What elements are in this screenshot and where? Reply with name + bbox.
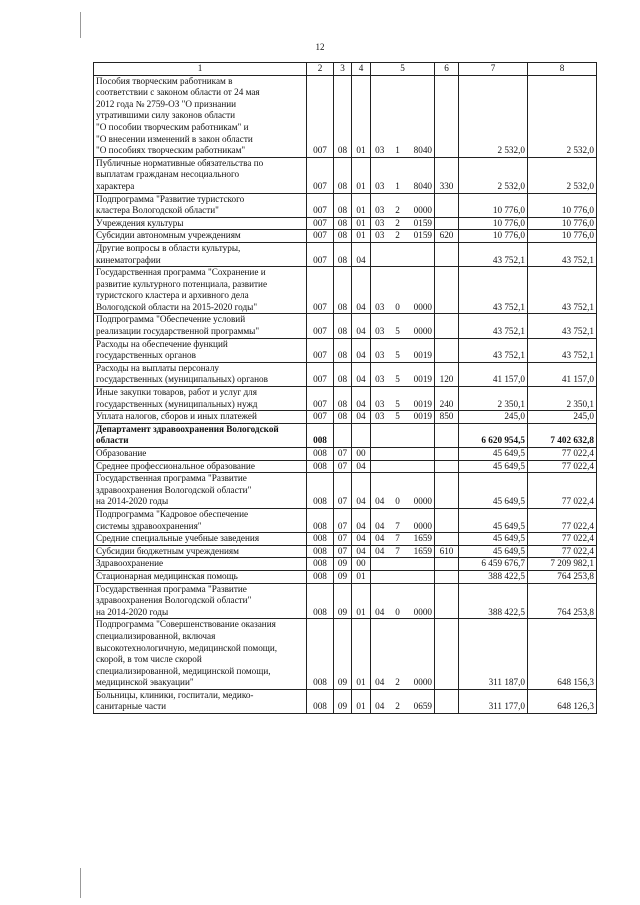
target-article-program-cell: 03 [371, 230, 389, 243]
target-article-direction-cell: 0000 [407, 508, 435, 532]
section-code-cell: 09 [334, 619, 352, 690]
target-article-direction-cell: 0659 [407, 689, 435, 713]
amount-col7-cell: 6 620 954,5 [459, 423, 528, 447]
target-article-direction-cell: 0159 [407, 230, 435, 243]
section-code-cell: 08 [334, 157, 352, 193]
amount-col8-cell: 764 253,8 [528, 583, 597, 619]
ministry-code-cell: 008 [307, 533, 334, 546]
target-article-program-cell: 03 [371, 387, 389, 411]
target-article-direction-cell: 8040 [407, 75, 435, 157]
target-article-subprogram-cell: 5 [389, 362, 407, 386]
ministry-code-cell: 007 [307, 387, 334, 411]
target-article-direction-cell: 0159 [407, 217, 435, 230]
section-code-cell: 08 [334, 217, 352, 230]
amount-col8-cell: 764 253,8 [528, 570, 597, 583]
expense-type-cell [435, 338, 459, 362]
item-name-cell: Образование [94, 448, 307, 461]
table-row [94, 545, 597, 558]
header-cell: 5 [371, 63, 435, 76]
item-name-cell: Подпрограмма "Совершенствование оказания специализированной, включая высокотехнологичную, медицинской помощи, скорой, в том числе скорой специализированной, медицинской помощи, медицинской эвакуации" [94, 619, 307, 690]
expense-type-cell: 610 [435, 545, 459, 558]
target-article-program-cell: 03 [371, 411, 389, 424]
amount-col7-cell: 43 752,1 [459, 314, 528, 338]
target-article-subprogram-cell: 0 [389, 267, 407, 314]
table-row [94, 267, 597, 314]
expense-type-cell: 330 [435, 157, 459, 193]
target-article-subprogram-cell: 5 [389, 314, 407, 338]
amount-col7-cell: 2 532,0 [459, 157, 528, 193]
section-code-cell: 08 [334, 230, 352, 243]
subsection-code-cell: 01 [352, 217, 371, 230]
ministry-code-cell: 008 [307, 448, 334, 461]
amount-col8-cell: 2 532,0 [528, 157, 597, 193]
amount-col7-cell: 2 350,1 [459, 387, 528, 411]
header-cell: 6 [435, 63, 459, 76]
target-article-program-cell: 04 [371, 545, 389, 558]
subsection-code-cell: 01 [352, 583, 371, 619]
target-article-program-cell: 04 [371, 533, 389, 546]
ministry-code-cell: 007 [307, 362, 334, 386]
target-article-subprogram-cell [389, 460, 407, 473]
target-article-subprogram-cell: 7 [389, 533, 407, 546]
header-cell: 7 [459, 63, 528, 76]
table-row [94, 338, 597, 362]
target-article-direction-cell: 0000 [407, 314, 435, 338]
amount-col8-cell: 648 126,3 [528, 689, 597, 713]
target-article-program-cell: 04 [371, 508, 389, 532]
ministry-code-cell: 008 [307, 545, 334, 558]
amount-col8-cell: 43 752,1 [528, 242, 597, 266]
expense-type-cell: 620 [435, 230, 459, 243]
table-row [94, 193, 597, 217]
target-article-subprogram-cell: 2 [389, 193, 407, 217]
ministry-code-cell: 008 [307, 583, 334, 619]
ministry-code-cell: 008 [307, 558, 334, 571]
target-article-program-cell: 04 [371, 689, 389, 713]
ministry-code-cell: 007 [307, 193, 334, 217]
section-code-cell: 07 [334, 473, 352, 509]
target-article-direction-cell: 1659 [407, 545, 435, 558]
item-name-cell: Государственная программа "Сохранение и развитие культурного потенциала, развитие туристского кластера и архивного дела Вологодской области на 2015-2020 годы" [94, 267, 307, 314]
ministry-code-cell: 007 [307, 411, 334, 424]
section-code-cell: 08 [334, 75, 352, 157]
table-row [94, 619, 597, 690]
item-name-cell: Подпрограмма "Кадровое обеспечение системы здравоохранения" [94, 508, 307, 532]
subsection-code-cell: 00 [352, 448, 371, 461]
amount-col8-cell: 77 022,4 [528, 545, 597, 558]
target-article-direction-cell: 0019 [407, 362, 435, 386]
target-article-subprogram-cell: 7 [389, 545, 407, 558]
target-article-program-cell: 03 [371, 75, 389, 157]
expense-type-cell: 240 [435, 387, 459, 411]
amount-col7-cell: 10 776,0 [459, 217, 528, 230]
amount-col8-cell: 2 350,1 [528, 387, 597, 411]
target-article-direction-cell [407, 558, 435, 571]
expense-type-cell [435, 193, 459, 217]
amount-col8-cell: 43 752,1 [528, 314, 597, 338]
header-cell: 8 [528, 63, 597, 76]
table-row [94, 387, 597, 411]
item-name-cell: Расходы на обеспечение функций государственных органов [94, 338, 307, 362]
section-code-cell: 09 [334, 689, 352, 713]
subsection-code-cell: 01 [352, 193, 371, 217]
section-code-cell: 08 [334, 411, 352, 424]
section-code-cell: 08 [334, 314, 352, 338]
target-article-program-cell: 03 [371, 217, 389, 230]
target-article-subprogram-cell: 1 [389, 157, 407, 193]
amount-col7-cell: 311 187,0 [459, 619, 528, 690]
target-article-direction-cell: 0000 [407, 583, 435, 619]
expense-type-cell [435, 242, 459, 266]
amount-col8-cell: 10 776,0 [528, 193, 597, 217]
target-article-program-cell: 03 [371, 267, 389, 314]
expense-type-cell [435, 473, 459, 509]
subsection-code-cell: 04 [352, 545, 371, 558]
amount-col7-cell: 43 752,1 [459, 267, 528, 314]
target-article-subprogram-cell: 2 [389, 689, 407, 713]
table-row [94, 157, 597, 193]
header-cell: 4 [352, 63, 371, 76]
amount-col7-cell: 43 752,1 [459, 242, 528, 266]
subsection-code-cell: 04 [352, 473, 371, 509]
target-article-direction-cell: 8040 [407, 157, 435, 193]
expense-type-cell [435, 508, 459, 532]
target-article-direction-cell: 1659 [407, 533, 435, 546]
amount-col8-cell: 77 022,4 [528, 508, 597, 532]
target-article-direction-cell: 0000 [407, 267, 435, 314]
section-code-cell: 08 [334, 267, 352, 314]
amount-col8-cell: 77 022,4 [528, 460, 597, 473]
target-article-subprogram-cell [389, 242, 407, 266]
section-code-cell [334, 423, 352, 447]
target-article-subprogram-cell: 2 [389, 619, 407, 690]
expense-type-cell [435, 75, 459, 157]
table-row [94, 508, 597, 532]
target-article-program-cell: 03 [371, 362, 389, 386]
subsection-code-cell: 04 [352, 508, 371, 532]
subsection-code-cell: 04 [352, 533, 371, 546]
item-name-cell: Больницы, клиники, госпитали, медико- санитарные части [94, 689, 307, 713]
amount-col8-cell: 2 532,0 [528, 75, 597, 157]
ministry-code-cell: 008 [307, 570, 334, 583]
expense-type-cell: 850 [435, 411, 459, 424]
ministry-code-cell: 007 [307, 217, 334, 230]
amount-col7-cell: 311 177,0 [459, 689, 528, 713]
expense-type-cell: 120 [435, 362, 459, 386]
amount-col7-cell: 2 532,0 [459, 75, 528, 157]
amount-col7-cell: 45 649,5 [459, 473, 528, 509]
item-name-cell: Государственная программа "Развитие здравоохранения Вологодской области" на 2014-2020 годы [94, 473, 307, 509]
item-name-cell: Субсидии бюджетным учреждениям [94, 545, 307, 558]
target-article-subprogram-cell [389, 423, 407, 447]
table-row [94, 473, 597, 509]
amount-col7-cell: 45 649,5 [459, 545, 528, 558]
target-article-direction-cell [407, 460, 435, 473]
binding-margin-mark-bottom [80, 868, 81, 898]
item-name-cell: Другие вопросы в области культуры, кинематографии [94, 242, 307, 266]
table-row [94, 217, 597, 230]
expense-type-cell [435, 314, 459, 338]
amount-col8-cell: 43 752,1 [528, 267, 597, 314]
section-code-cell: 08 [334, 193, 352, 217]
expense-type-cell [435, 689, 459, 713]
amount-col8-cell: 245,0 [528, 411, 597, 424]
section-code-cell: 07 [334, 448, 352, 461]
table-row [94, 583, 597, 619]
page-number: 12 [315, 42, 325, 52]
section-code-cell: 07 [334, 508, 352, 532]
target-article-program-cell: 03 [371, 338, 389, 362]
amount-col8-cell: 10 776,0 [528, 217, 597, 230]
expense-type-cell [435, 217, 459, 230]
ministry-code-cell: 007 [307, 242, 334, 266]
ministry-code-cell: 008 [307, 689, 334, 713]
ministry-code-cell: 007 [307, 230, 334, 243]
item-name-cell: Субсидии автономным учреждениям [94, 230, 307, 243]
subsection-code-cell: 04 [352, 411, 371, 424]
ministry-code-cell: 007 [307, 338, 334, 362]
item-name-cell: Департамент здравоохранения Вологодской области [94, 423, 307, 447]
ministry-code-cell: 007 [307, 314, 334, 338]
expense-type-cell [435, 533, 459, 546]
amount-col7-cell: 245,0 [459, 411, 528, 424]
item-name-cell: Иные закупки товаров, работ и услуг для государственных (муниципальных) нужд [94, 387, 307, 411]
target-article-subprogram-cell: 2 [389, 230, 407, 243]
target-article-program-cell: 03 [371, 157, 389, 193]
ministry-code-cell: 007 [307, 75, 334, 157]
item-name-cell: Учреждения культуры [94, 217, 307, 230]
table-row [94, 570, 597, 583]
amount-col7-cell: 388 422,5 [459, 583, 528, 619]
amount-col8-cell: 77 022,4 [528, 533, 597, 546]
item-name-cell: Подпрограмма "Развитие туристского кластера Вологодской области" [94, 193, 307, 217]
target-article-program-cell: 04 [371, 583, 389, 619]
amount-col7-cell: 10 776,0 [459, 230, 528, 243]
table-row [94, 460, 597, 473]
target-article-program-cell [371, 570, 389, 583]
target-article-direction-cell [407, 570, 435, 583]
section-code-cell: 07 [334, 533, 352, 546]
item-name-cell: Стационарная медицинская помощь [94, 570, 307, 583]
amount-col8-cell: 7 402 632,8 [528, 423, 597, 447]
amount-col7-cell: 45 649,5 [459, 460, 528, 473]
table-row [94, 533, 597, 546]
expense-type-cell [435, 558, 459, 571]
target-article-program-cell: 04 [371, 473, 389, 509]
section-code-cell: 07 [334, 460, 352, 473]
target-article-subprogram-cell [389, 558, 407, 571]
ministry-code-cell: 007 [307, 267, 334, 314]
table-row [94, 314, 597, 338]
subsection-code-cell: 04 [352, 314, 371, 338]
amount-col8-cell: 43 752,1 [528, 338, 597, 362]
subsection-code-cell: 04 [352, 387, 371, 411]
amount-col7-cell: 45 649,5 [459, 533, 528, 546]
item-name-cell: Среднее профессиональное образование [94, 460, 307, 473]
subsection-code-cell: 04 [352, 362, 371, 386]
target-article-program-cell: 04 [371, 619, 389, 690]
target-article-program-cell [371, 242, 389, 266]
target-article-direction-cell: 0019 [407, 387, 435, 411]
item-name-cell: Публичные нормативные обязательства по выплатам гражданам несоциального характера [94, 157, 307, 193]
subsection-code-cell: 04 [352, 338, 371, 362]
subsection-code-cell: 04 [352, 242, 371, 266]
expense-type-cell [435, 619, 459, 690]
target-article-direction-cell [407, 448, 435, 461]
target-article-subprogram-cell: 5 [389, 338, 407, 362]
item-name-cell: Средние специальные учебные заведения [94, 533, 307, 546]
ministry-code-cell: 008 [307, 508, 334, 532]
target-article-program-cell: 03 [371, 314, 389, 338]
header-cell: 1 [94, 63, 307, 76]
table-header-row [94, 63, 597, 76]
item-name-cell: Расходы на выплаты персоналу государственных (муниципальных) органов [94, 362, 307, 386]
table-row [94, 558, 597, 571]
subsection-code-cell: 04 [352, 267, 371, 314]
item-name-cell: Подпрограмма "Обеспечение условий реализации государственной программы" [94, 314, 307, 338]
binding-margin-mark-top [80, 12, 81, 38]
subsection-code-cell: 01 [352, 619, 371, 690]
item-name-cell: Государственная программа "Развитие здравоохранения Вологодской области" на 2014-2020 годы [94, 583, 307, 619]
target-article-subprogram-cell: 7 [389, 508, 407, 532]
item-name-cell: Здравоохранение [94, 558, 307, 571]
ministry-code-cell: 008 [307, 460, 334, 473]
target-article-program-cell [371, 448, 389, 461]
target-article-subprogram-cell: 0 [389, 583, 407, 619]
amount-col7-cell: 6 459 676,7 [459, 558, 528, 571]
target-article-direction-cell: 0000 [407, 473, 435, 509]
table-row [94, 448, 597, 461]
budget-table [93, 62, 597, 714]
target-article-direction-cell: 0000 [407, 619, 435, 690]
target-article-subprogram-cell: 5 [389, 387, 407, 411]
target-article-direction-cell: 0000 [407, 193, 435, 217]
amount-col8-cell: 7 209 982,1 [528, 558, 597, 571]
amount-col8-cell: 77 022,4 [528, 473, 597, 509]
item-name-cell: Пособия творческим работникам в соответствии с законом области от 24 мая 2012 года № 2759-ОЗ "О признании утратившими силу законов области "О пособии творческим работникам" и "О внесении изменений в закон области "О пособиях творческим работникам" [94, 75, 307, 157]
section-code-cell: 08 [334, 362, 352, 386]
amount-col8-cell: 648 156,3 [528, 619, 597, 690]
target-article-subprogram-cell: 2 [389, 217, 407, 230]
ministry-code-cell: 008 [307, 473, 334, 509]
subsection-code-cell: 00 [352, 558, 371, 571]
target-article-direction-cell: 0019 [407, 411, 435, 424]
amount-col7-cell: 45 649,5 [459, 508, 528, 532]
amount-col7-cell: 43 752,1 [459, 338, 528, 362]
section-code-cell: 09 [334, 558, 352, 571]
target-article-subprogram-cell: 1 [389, 75, 407, 157]
section-code-cell: 08 [334, 242, 352, 266]
expense-type-cell [435, 423, 459, 447]
target-article-program-cell [371, 558, 389, 571]
target-article-program-cell [371, 423, 389, 447]
amount-col7-cell: 41 157,0 [459, 362, 528, 386]
section-code-cell: 07 [334, 545, 352, 558]
subsection-code-cell [352, 423, 371, 447]
header-cell: 2 [307, 63, 334, 76]
ministry-code-cell: 008 [307, 619, 334, 690]
amount-col7-cell: 388 422,5 [459, 570, 528, 583]
section-code-cell: 09 [334, 570, 352, 583]
target-article-direction-cell: 0019 [407, 338, 435, 362]
expense-type-cell [435, 583, 459, 619]
expense-type-cell [435, 460, 459, 473]
ministry-code-cell: 008 [307, 423, 334, 447]
amount-col7-cell: 10 776,0 [459, 193, 528, 217]
section-code-cell: 08 [334, 338, 352, 362]
table-row [94, 75, 597, 157]
header-cell: 3 [334, 63, 352, 76]
section-code-cell: 09 [334, 583, 352, 619]
table-row [94, 423, 597, 447]
amount-col8-cell: 77 022,4 [528, 448, 597, 461]
target-article-subprogram-cell: 5 [389, 411, 407, 424]
target-article-subprogram-cell [389, 570, 407, 583]
amount-col8-cell: 41 157,0 [528, 362, 597, 386]
target-article-direction-cell [407, 242, 435, 266]
table-row [94, 411, 597, 424]
ministry-code-cell: 007 [307, 157, 334, 193]
amount-col8-cell: 10 776,0 [528, 230, 597, 243]
table-row [94, 689, 597, 713]
subsection-code-cell: 01 [352, 689, 371, 713]
item-name-cell: Уплата налогов, сборов и иных платежей [94, 411, 307, 424]
target-article-subprogram-cell [389, 448, 407, 461]
expense-type-cell [435, 448, 459, 461]
target-article-program-cell [371, 460, 389, 473]
section-code-cell: 08 [334, 387, 352, 411]
subsection-code-cell: 01 [352, 75, 371, 157]
subsection-code-cell: 01 [352, 157, 371, 193]
table-row [94, 362, 597, 386]
subsection-code-cell: 01 [352, 230, 371, 243]
expense-type-cell [435, 570, 459, 583]
table-row [94, 230, 597, 243]
subsection-code-cell: 04 [352, 460, 371, 473]
amount-col7-cell: 45 649,5 [459, 448, 528, 461]
target-article-subprogram-cell: 0 [389, 473, 407, 509]
expense-type-cell [435, 267, 459, 314]
table-row [94, 242, 597, 266]
subsection-code-cell: 01 [352, 570, 371, 583]
target-article-program-cell: 03 [371, 193, 389, 217]
target-article-direction-cell [407, 423, 435, 447]
